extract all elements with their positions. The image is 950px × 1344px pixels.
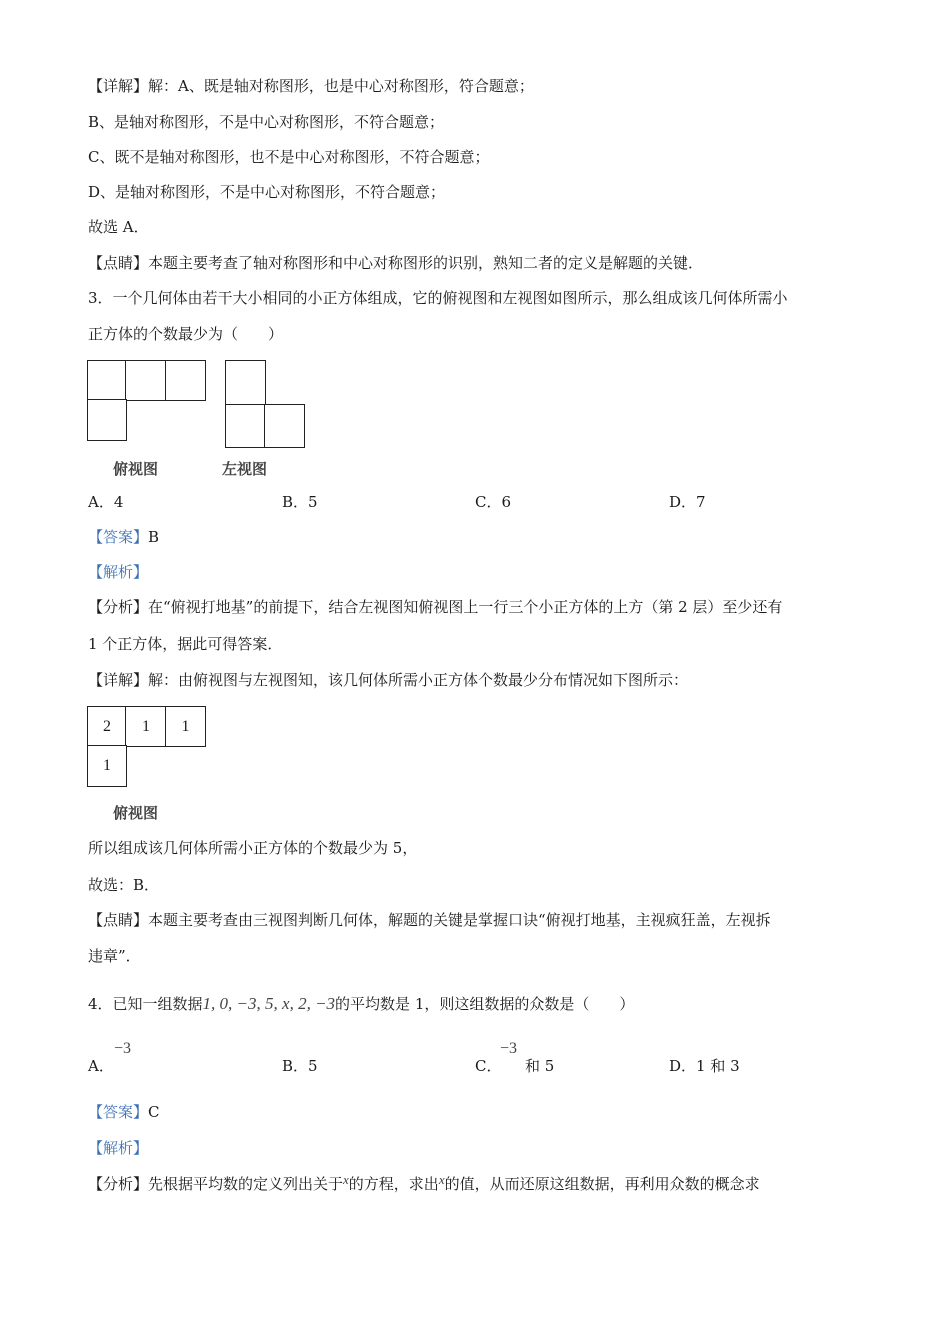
question-4-data: 1, 0, −3, 5, x, 2, −3 <box>202 994 336 1013</box>
grid-cell: 2 <box>87 706 127 747</box>
grid-cell: 1 <box>87 745 127 787</box>
answer-tag: 【答案】 <box>88 1103 149 1121</box>
option-d: D．1 和 3 <box>669 1057 740 1075</box>
grid-cell <box>87 360 127 401</box>
option-c-suffix: 和 5 <box>525 1057 555 1075</box>
analysis-tag: 【解析】 <box>88 563 149 581</box>
analysis-tag: 【解析】 <box>88 1139 149 1157</box>
text-line: 违章”． <box>88 947 141 965</box>
grid-cell: 1 <box>165 706 206 747</box>
text-line: 1 个正方体，据此可得答案． <box>88 635 283 653</box>
answer-tag: 【答案】 <box>88 528 149 546</box>
left-view-caption: 左视图 <box>222 461 268 478</box>
answer-line <box>88 1102 160 1122</box>
grid-cell <box>165 360 206 401</box>
text-line: 【详解】解：由俯视图与左视图知，该几何体所需小正方体个数最少分布情况如下图所示： <box>88 671 689 689</box>
analysis-text: 的值，从而还原这组数据，再利用众数的概念求 <box>444 1175 760 1193</box>
text-line: D、是轴对称图形，不是中心对称图形，不符合题意； <box>88 183 446 201</box>
question-3-line-1: 3．一个几何体由若干大小相同的小正方体组成，它的俯视图和左视图如图所示，那么组成该几何体所需小 <box>88 289 788 307</box>
grid-cell: 1 <box>125 706 167 747</box>
question-4-prefix: 4．已知一组数据 <box>88 995 203 1013</box>
text-line: 所以组成该几何体所需小正方体的个数最少为 5， <box>88 839 418 857</box>
option-c-label: C． <box>475 1057 502 1075</box>
answer-value: B <box>148 528 160 546</box>
option-d: D．7 <box>669 493 706 511</box>
question-4-suffix: 的平均数是 1，则这组数据的众数是（ ） <box>335 995 635 1013</box>
text-line: 故选：B． <box>88 876 160 894</box>
option-b: B．5 <box>282 493 318 511</box>
top-view-caption: 俯视图 <box>113 461 159 478</box>
option-b: B．5 <box>282 1057 318 1075</box>
option-a-math: −3 <box>114 1040 132 1057</box>
option-c: C．6 <box>475 493 512 511</box>
numbered-top-view-caption: 俯视图 <box>113 805 159 822</box>
answer-value: C <box>148 1103 160 1121</box>
question-4-line <box>88 994 634 1014</box>
text-line <box>88 1174 760 1195</box>
grid-cell <box>125 360 167 401</box>
analysis-text: 【分析】先根据平均数的定义列出关于 <box>88 1175 344 1193</box>
option-c-math: −3 <box>500 1040 518 1057</box>
text-line: B、是轴对称图形，不是中心对称图形，不符合题意； <box>88 113 445 131</box>
grid-cell <box>225 360 266 406</box>
analysis-text: 的方程，求出 <box>348 1175 439 1193</box>
text-line: 【点睛】本题主要考查由三视图判断几何体，解题的关键是掌握口诀“俯视打地基，主视疯狂盖，左视拆 <box>88 911 771 929</box>
answer-line <box>88 527 159 547</box>
option-a-label: A． <box>88 1057 114 1075</box>
text-line: 故选 A． <box>88 218 149 236</box>
question-3-line-2: 正方体的个数最少为（ ） <box>88 325 284 343</box>
option-a: A．4 <box>88 493 124 511</box>
grid-cell <box>87 399 127 441</box>
text-line: 【详解】解：A、既是轴对称图形，也是中心对称图形，符合题意； <box>88 77 534 95</box>
math-variable: x <box>343 1172 349 1187</box>
grid-cell <box>264 404 305 448</box>
text-line: C、既不是轴对称图形，也不是中心对称图形，不符合题意； <box>88 148 490 166</box>
text-line: 【点睛】本题主要考查了轴对称图形和中心对称图形的识别，熟知二者的定义是解题的关键． <box>88 254 704 272</box>
math-variable: x <box>438 1172 445 1187</box>
grid-cell <box>225 404 266 448</box>
text-line: 【分析】在“俯视打地基”的前提下，结合左视图知俯视图上一行三个小正方体的上方（第 2 层）至少还有 <box>88 598 783 616</box>
